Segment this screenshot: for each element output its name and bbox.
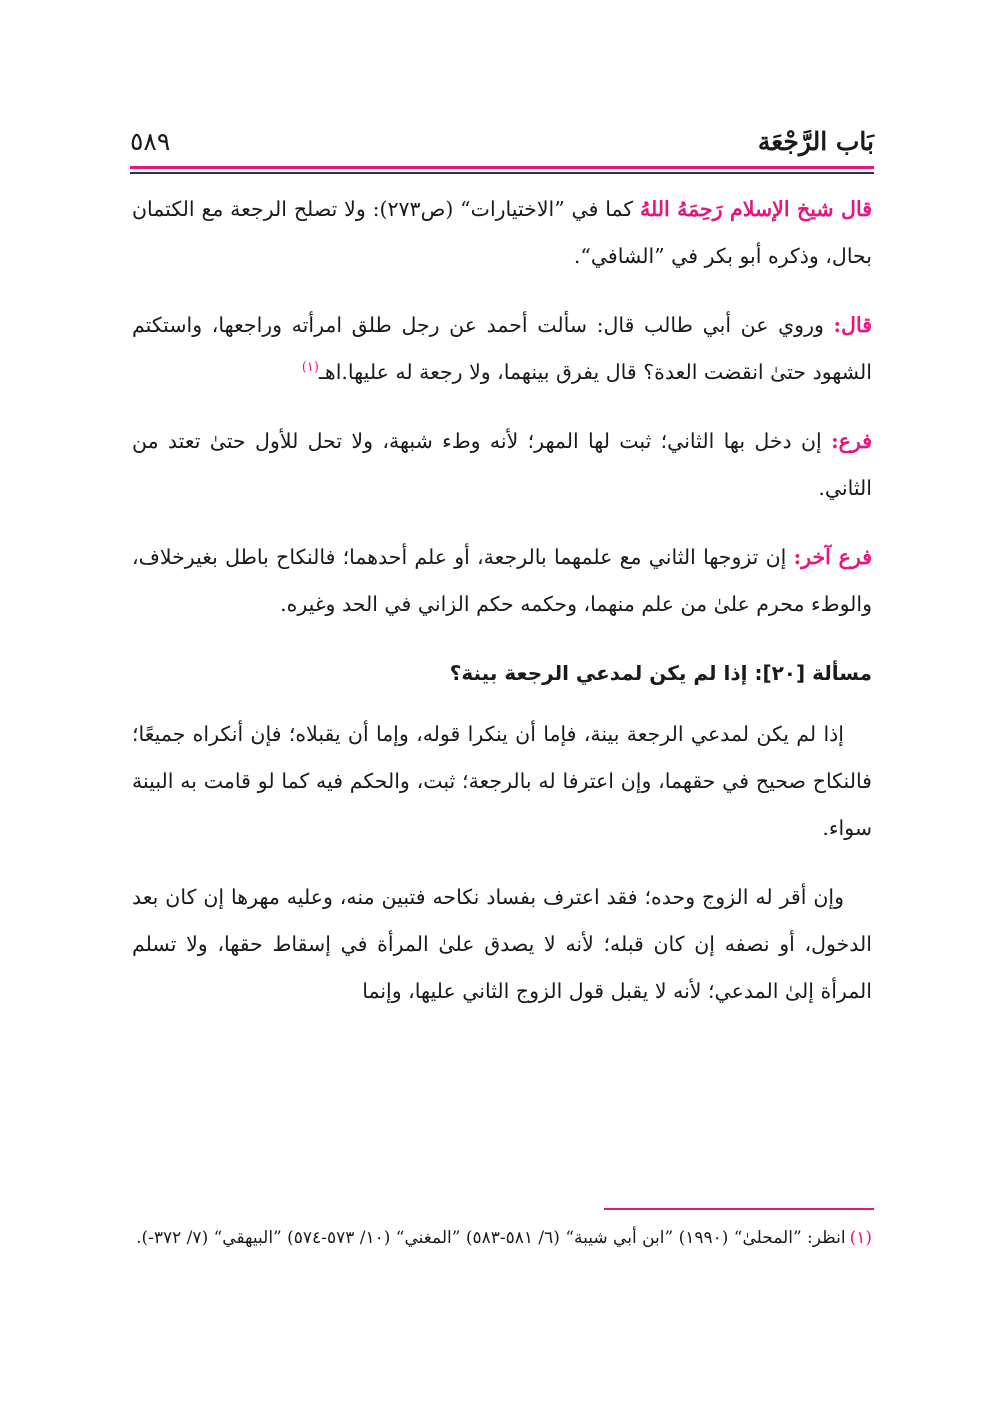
header-rule-pink — [130, 166, 874, 169]
footnote-separator — [604, 1208, 874, 1210]
footnote-reference[interactable]: (١) — [301, 360, 319, 376]
chapter-title: بَاب الرَّجْعَة — [757, 126, 874, 156]
paragraph-text: إن تزوجها الثاني مع علمهما بالرجعة، أو علم أحدهما؛ فالنكاح باطل بغيرخلاف، والوطء محرم علىٰ من علم منهما، وحكمه حكم الزاني في الحد وغيره. — [132, 545, 872, 616]
footnote-1 — [132, 1222, 872, 1254]
main-text — [132, 186, 872, 1037]
paragraph-no-evidence: إذا لم يكن لمدعي الرجعة بينة، فإما أن ينكرا قوله، وإما أن يقبلاه؛ فإن أنكراه جميعًا؛ فالنكاح صحيح في حقهما، وإن اعترفا له بالرجعة؛ ثبت، والحكم فيه كما لو قامت به البينة سواء. — [132, 722, 872, 840]
paragraph-lead: قال: — [833, 313, 872, 337]
footnote-number: (١) — [849, 1228, 872, 1248]
paragraph-text: وروي عن أبي طالب قال: سألت أحمد عن رجل طلق امرأته وراجعها، واستكتم الشهود حتىٰ انقضت العدة؟ قال يفرق بينهما، ولا رجعة له عليها.اهـ — [132, 313, 872, 384]
section-heading: مسألة [٢٠]: إذا لم يكن لمدعي الرجعة بينة؟ — [449, 661, 872, 685]
paragraph-lead: قال شيخ الإسلام رَحِمَهُ اللهُ — [639, 197, 872, 221]
paragraph-far — [132, 418, 872, 512]
paragraph-husband-admits: وإن أقر له الزوج وحده؛ فقد اعترف بفساد نكاحه فتبين منه، وعليه مهرها إن كان بعد الدخول، أو نصفه إن كان قبله؛ لأنه لا يصدق علىٰ المرأة في إسقاط حقها، ولا تسلم المرأة إلىٰ المدعي؛ لأنه لا يقبل قول الزوج الثاني عليها، وإنما — [132, 885, 872, 1003]
page-number: ٥٨٩ — [130, 126, 171, 156]
header-rule-dark — [130, 172, 874, 174]
paragraph-text: إن دخل بها الثاني؛ ثبت لها المهر؛ لأنه وطء شبهة، ولا تحل للأول حتىٰ تعتد من الثاني. — [132, 429, 872, 500]
running-header — [130, 118, 874, 164]
paragraph-lead: فرع آخر: — [793, 545, 872, 569]
paragraph-abu-talib — [132, 302, 872, 396]
paragraph-far-akhar — [132, 534, 872, 628]
paragraph-lead: فرع: — [831, 429, 872, 453]
paragraph-ikhtiyarat — [132, 186, 872, 280]
footnotes — [132, 1222, 872, 1254]
footnote-text: انظر: ”المحلىٰ“ (١٩٩٠) ”ابن أبي شيبة“ (٦/ ٥٨١-٥٨٣) ”المغني“ (١٠/ ٥٧٣-٥٧٤) ”البيهقي“ (٧/ ٣٧٢-). — [136, 1228, 846, 1248]
paragraph-text: كما في ”الاختيارات“ (ص٢٧٣): ولا تصلح الرجعة مع الكتمان بحال، وذكره أبو بكر في ”الشافي“. — [132, 197, 872, 268]
